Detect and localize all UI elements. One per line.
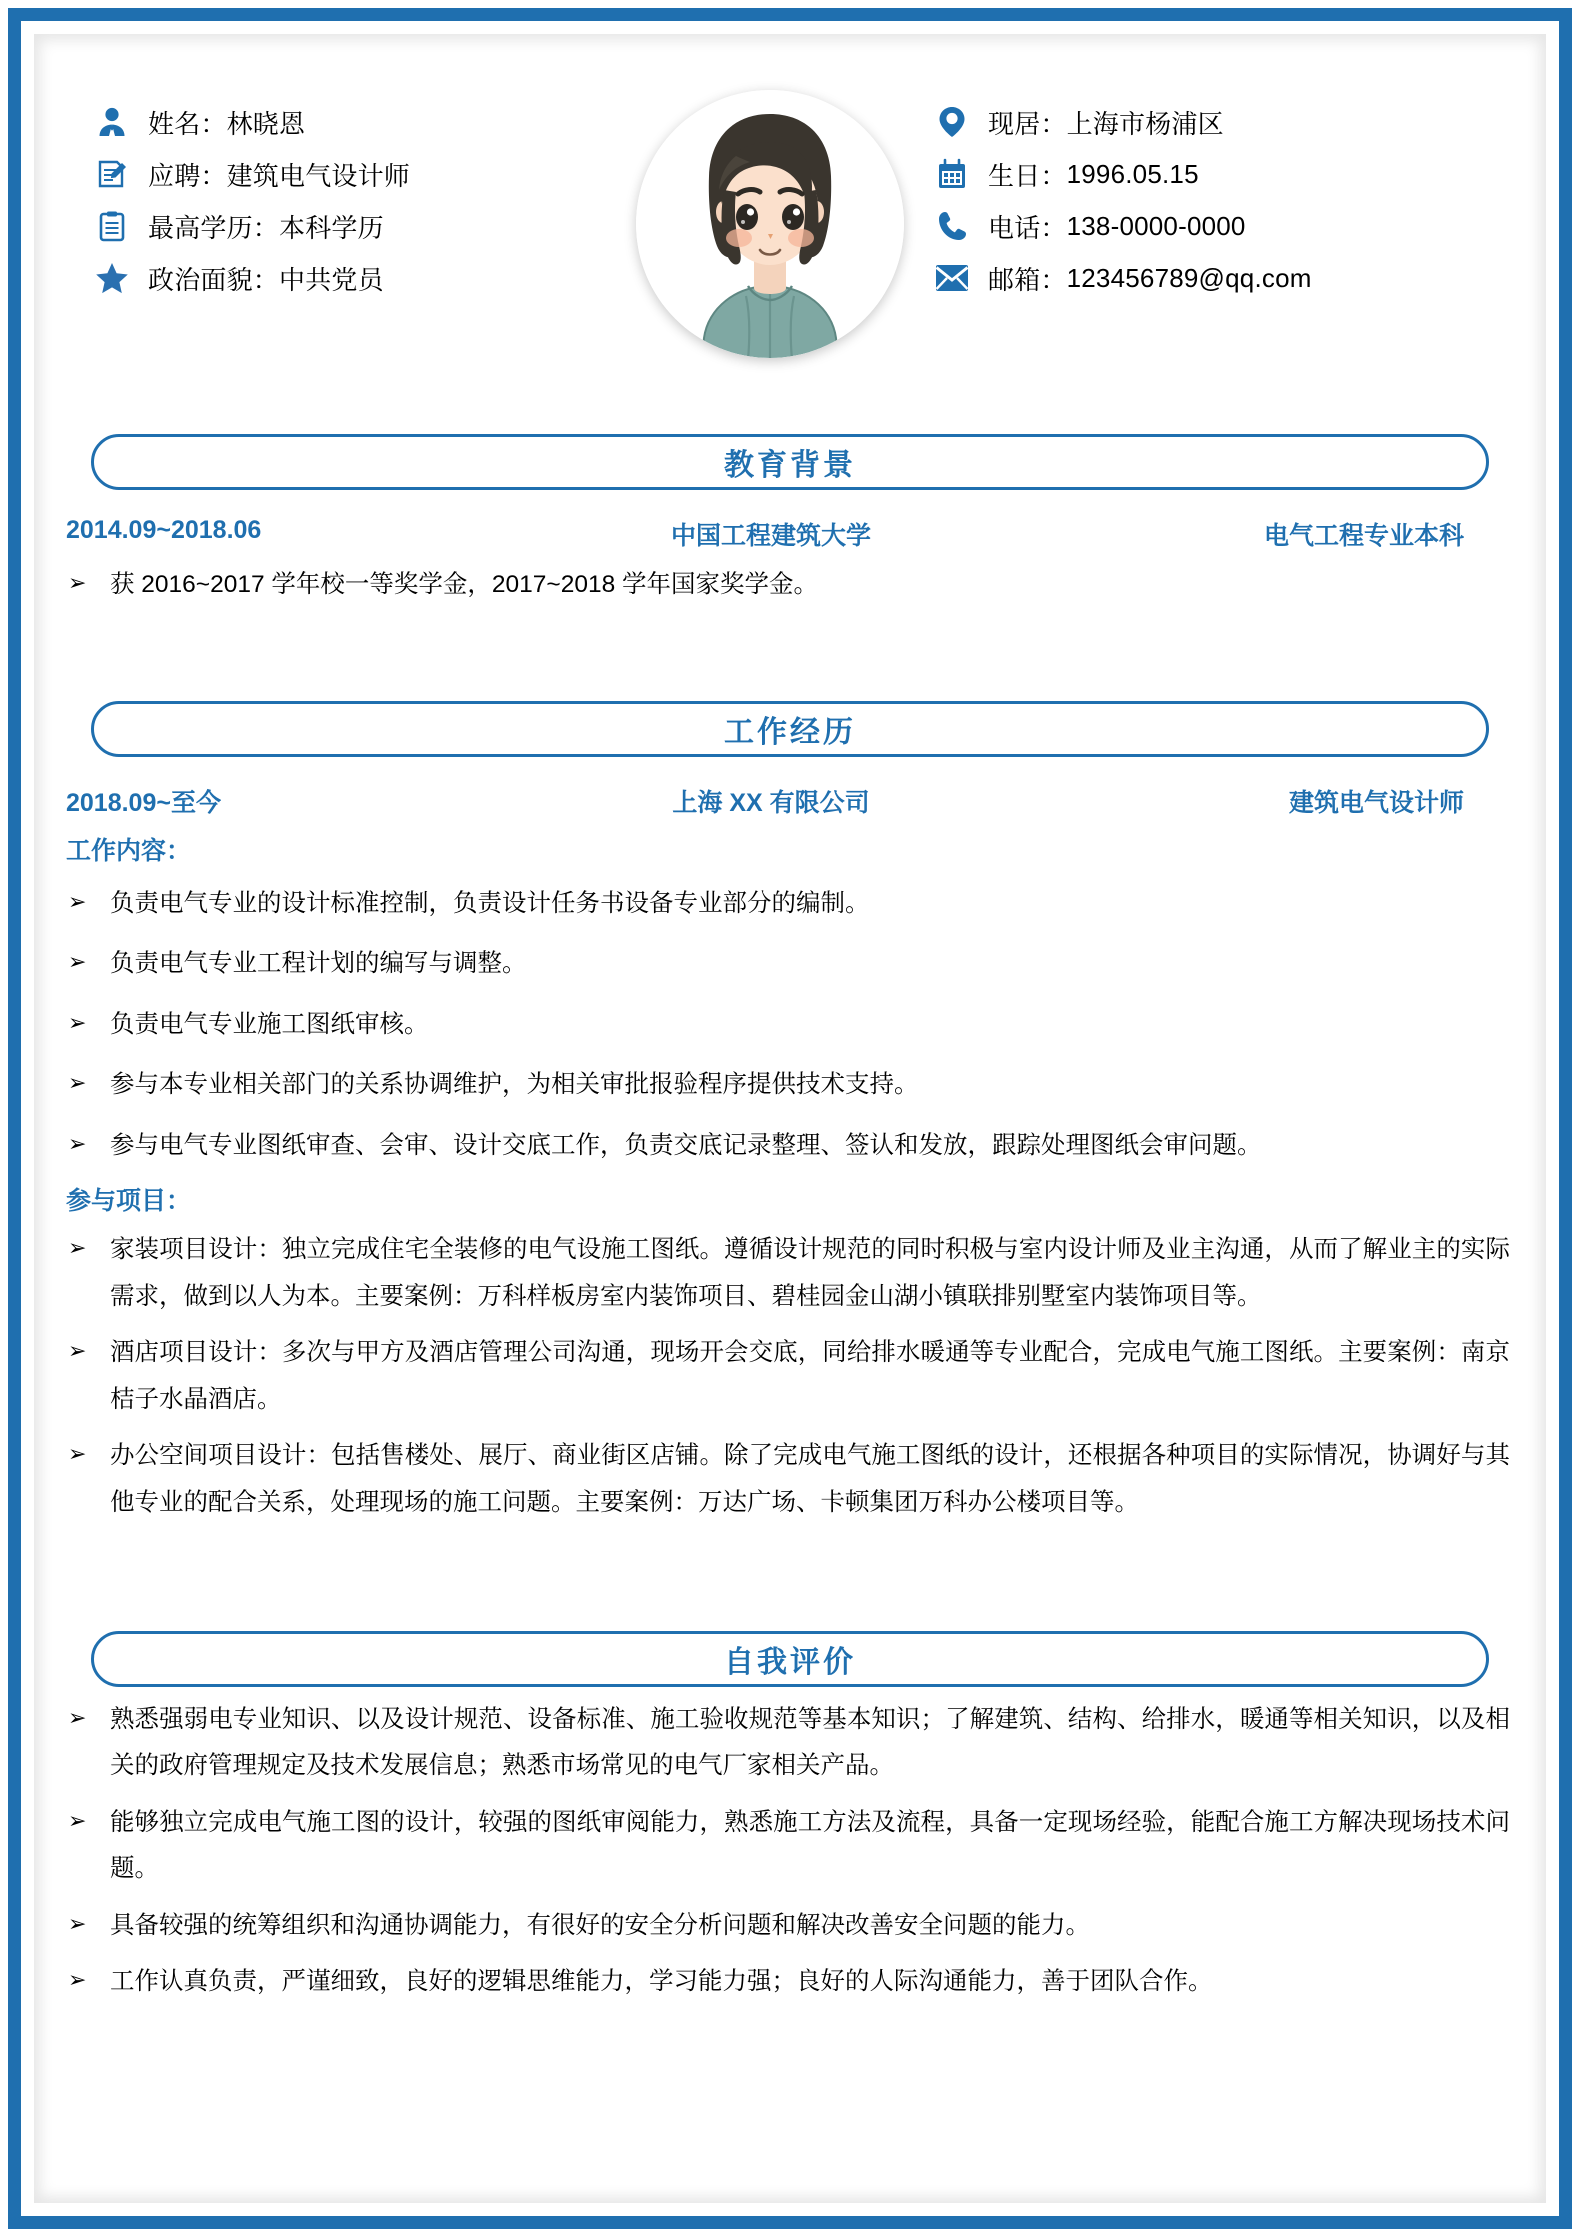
work-project-text: 办公空间项目设计：包括售楼处、展厅、商业街区店铺。除了完成电气施工图纸的设计，还根据各种项目的实际情况，协调好与其他专业的配合关系，处理现场的施工问题。主要案例：万达广场、卡顿集团万科办公楼项目等。 [110,1442,1510,1517]
bullet-arrow-icon: ➢ [68,1910,87,1936]
bullet-arrow-icon: ➢ [68,1338,87,1364]
education-major: 电气工程专业本科 [1263,522,1464,550]
field-email [930,252,1480,304]
avatar-container [620,86,920,358]
work-duty-text: 负责电气专业的设计标准控制，负责设计任务书设备专业部分的编制。 [110,889,870,917]
bullet-arrow-icon: ➢ [68,1441,87,1467]
person-icon [90,102,134,142]
work-duty-text: 参与电气专业图纸审查、会审、设计交底工作，负责交底记录整理、签认和发放，跟踪处理图纸会审问题。 [110,1131,1262,1159]
section-education [60,434,1520,609]
work-duties-label: 工作内容： [66,836,192,865]
section-self-evaluation [60,1631,1520,2006]
field-position [90,148,620,200]
resume-content [60,48,1520,2189]
education-entry-row [60,516,1520,552]
education-bullet-text: 获 2016~2017 学年校一等奖学金，2017~2018 学年国家奖学金。 [110,571,819,598]
field-email-label: 邮箱： [988,264,1067,295]
list-item [60,1002,1520,1049]
list-item [60,1433,1520,1526]
list-item [60,1330,1520,1423]
work-projects-list [60,1227,1520,1526]
field-education-level-label: 最高学历： [148,212,280,243]
field-residence [930,96,1480,148]
section-title-education: 教育背景 [724,449,856,482]
list-item [60,881,1520,928]
field-position-label: 应聘： [148,160,227,191]
self-evaluation-text: 具备较强的统筹组织和沟通协调能力，有很好的安全分析问题和解决改善安全问题的能力。 [110,1911,1090,1939]
field-political-status-label: 政治面貌： [148,264,280,295]
field-name-value: 林晓恩 [226,108,306,139]
field-position-value: 建筑电气设计师 [226,160,411,191]
list-item [60,1903,1520,1950]
work-duty-text: 负责电气专业工程计划的编写与调整。 [110,950,527,978]
bullet-arrow-icon: ➢ [68,570,87,595]
section-header-self-evaluation [91,1631,1489,1687]
bullet-arrow-icon: ➢ [68,1070,87,1096]
phone-icon [930,206,974,246]
field-political-status-value: 中共党员 [279,264,384,295]
list-item [60,1800,1520,1893]
envelope-icon [930,258,974,298]
field-name [90,96,620,148]
profile-right-column [920,86,1480,304]
field-education-level [90,200,620,252]
bullet-arrow-icon: ➢ [68,1130,87,1156]
profile-left-column [60,86,620,304]
section-header-education [91,434,1489,490]
field-phone-label: 电话： [988,212,1067,243]
bullet-arrow-icon: ➢ [68,1967,87,1993]
self-evaluation-text: 工作认真负责，严谨细致，良好的逻辑思维能力，学习能力强；良好的人际沟通能力，善于团队合作。 [110,1968,1213,1996]
field-political-status [90,252,620,304]
work-projects-label: 参与项目： [66,1187,192,1216]
bullet-arrow-icon: ➢ [68,1704,87,1730]
work-company: 上海 XX 有限公司 [672,788,870,817]
section-header-work [91,701,1489,757]
field-name-label: 姓名： [148,108,227,139]
field-birthday-label: 生日： [988,160,1067,191]
bullet-arrow-icon: ➢ [68,1807,87,1833]
section-title-work: 工作经历 [724,715,856,749]
work-period: 2018.09~至今 [66,788,221,817]
profile-header [60,48,1520,378]
document-pen-icon [90,154,134,194]
field-phone [930,200,1480,252]
calendar-icon [930,154,974,194]
spacer [60,1527,1520,1631]
field-phone-value: 138-0000-0000 [1066,210,1246,241]
self-evaluation-text: 熟悉强弱电专业知识、以及设计规范、设备标准、施工验收规范等基本知识；了解建筑、结构、给排水，暖通等相关知识，以及相关的政府管理规定及技术发展信息；熟悉市场常见的电气厂家相关产品。 [110,1705,1510,1780]
work-duties-list [60,881,1520,1170]
work-entry-row [60,783,1520,819]
education-bullet-list [60,562,1520,609]
self-evaluation-list [60,1697,1520,2006]
education-school: 中国工程建筑大学 [670,522,871,550]
avatar [636,90,904,358]
bullet-arrow-icon: ➢ [68,1009,87,1035]
list-item [60,1062,1520,1109]
field-birthday [930,148,1480,200]
field-education-level-value: 本科学历 [279,212,384,243]
spacer [60,609,1520,701]
self-evaluation-text: 能够独立完成电气施工图的设计，较强的图纸审阅能力，熟悉施工方法及流程，具备一定现场经验，能配合施工方解决现场技术问题。 [110,1808,1510,1883]
work-project-text: 家装项目设计：独立完成住宅全装修的电气设施工图纸。遵循设计规范的同时积极与室内设计师及业主沟通，从而了解业主的实际需求，做到以人为本。主要案例：万科样板房室内装饰项目、碧桂园金山湖小镇联排别墅室内装饰项目等。 [110,1236,1510,1310]
list-item [60,1123,1520,1170]
spacer [60,378,1520,434]
bullet-arrow-icon: ➢ [68,949,87,975]
list-item [60,1959,1520,2006]
list-item [60,941,1520,988]
field-residence-value: 上海市杨浦区 [1066,108,1224,139]
list-item [60,562,1520,609]
location-pin-icon [930,102,974,142]
work-role: 建筑电气设计师 [1288,788,1464,817]
work-duty-text: 参与本专业相关部门的关系协调维护，为相关审批报验程序提供技术支持。 [110,1071,919,1099]
bullet-arrow-icon: ➢ [68,888,87,914]
list-item [60,1697,1520,1790]
bullet-arrow-icon: ➢ [68,1235,87,1261]
field-residence-label: 现居： [988,108,1067,139]
field-email-value: 123456789@qq.com [1066,262,1312,293]
work-project-text: 酒店项目设计：多次与甲方及酒店管理公司沟通，现场开会交底，同给排水暖通等专业配合，完成电气施工图纸。主要案例：南京桔子水晶酒店。 [110,1339,1510,1413]
section-title-self-evaluation: 自我评价 [724,1645,856,1679]
field-birthday-value: 1996.05.15 [1066,158,1199,189]
education-period: 2014.09~2018.06 [66,516,262,544]
list-item [60,1227,1520,1320]
clipboard-icon [90,206,134,246]
star-icon [90,258,134,298]
section-work [60,701,1520,1527]
work-duty-text: 负责电气专业施工图纸审核。 [110,1010,429,1038]
